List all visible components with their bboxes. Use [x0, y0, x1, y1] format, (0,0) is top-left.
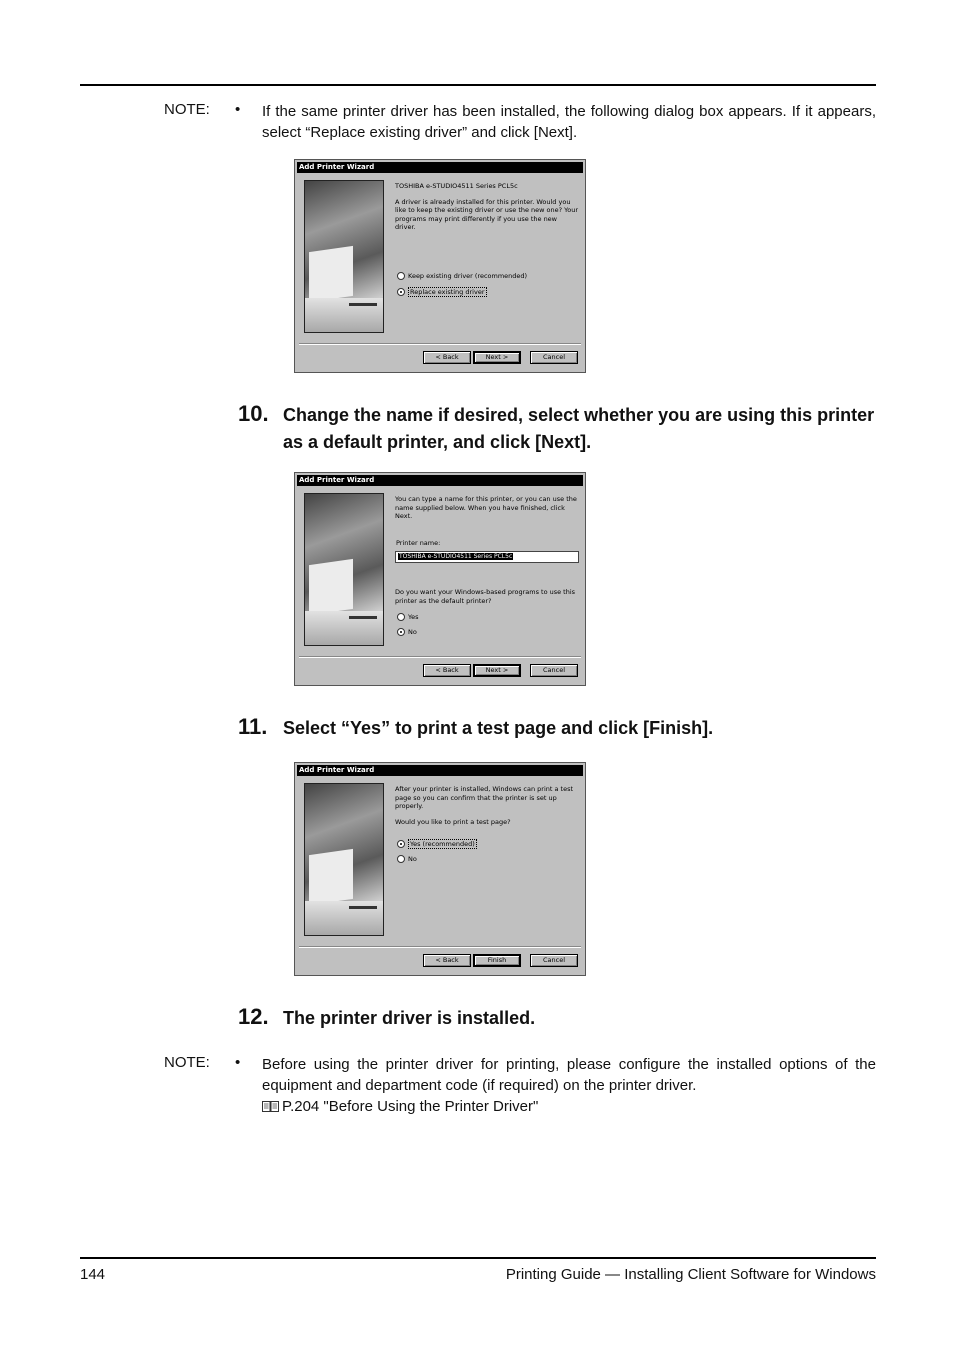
dialog-body: [395, 495, 579, 528]
step-text: The printer driver is installed.: [283, 1008, 536, 1028]
finish-button[interactable]: Finish: [473, 954, 521, 967]
dialog-body: [395, 182, 579, 239]
add-printer-wizard-dialog-printer-name: [294, 472, 586, 686]
divider: [299, 343, 581, 345]
cancel-button[interactable]: Cancel: [530, 351, 578, 364]
default-printer-question: Do you want your Windows-based programs to use this printer as the default printer?: [395, 588, 576, 605]
step-text: Select “Yes” to print a test page and click [Finish].: [283, 718, 714, 738]
keep-existing-driver-option[interactable]: [397, 271, 527, 281]
driver-installed-text: A driver is already installed for this printer. Would you like to keep the existing driver or use the new one? Your programs may print differently if you use the new driver.: [395, 197, 579, 231]
step-text: Change the name if desired, select whether you are using this printer as a default printer, and click [Next].: [283, 405, 875, 452]
printer-name-label: Printer name:: [396, 539, 441, 547]
dialog-title: Add Printer Wizard: [297, 765, 583, 776]
next-button[interactable]: Next >: [473, 664, 521, 677]
printer-model-text: TOSHIBA e-STUDIO4511 Series PCL5c: [395, 182, 518, 190]
bullet: •: [235, 101, 241, 118]
radio-button-selected[interactable]: [397, 288, 405, 296]
cancel-button[interactable]: Cancel: [530, 664, 578, 677]
option-label: No: [408, 855, 417, 863]
radio-button-selected[interactable]: [397, 840, 405, 848]
add-printer-wizard-dialog-replace-driver: [294, 159, 586, 373]
add-printer-wizard-dialog-test-page: [294, 762, 586, 976]
note-label: NOTE:: [164, 1054, 210, 1071]
page-number: 144: [80, 1266, 106, 1283]
reference-link[interactable]: [262, 1096, 876, 1117]
note-label: NOTE:: [164, 101, 210, 118]
option-label: Yes (recommended): [410, 840, 475, 848]
yes-recommended-option[interactable]: [397, 839, 477, 849]
no-option[interactable]: [397, 627, 417, 637]
reference-text: P.204 "Before Using the Printer Driver": [282, 1098, 539, 1115]
test-page-question: Would you like to print a test page?: [395, 817, 511, 826]
yes-option[interactable]: [397, 612, 419, 622]
printer-name-input[interactable]: [395, 551, 579, 563]
top-rule: [80, 84, 876, 86]
step-number: 11.: [238, 714, 268, 739]
back-button[interactable]: < Back: [423, 351, 471, 364]
no-option[interactable]: [397, 854, 417, 864]
printer-wizard-image: [304, 493, 384, 646]
replace-existing-driver-option[interactable]: [397, 287, 487, 297]
printer-name-value: TOSHIBA e-STUDIO4511 Series PCL5c: [399, 553, 513, 560]
radio-button[interactable]: [397, 855, 405, 863]
note-text: Before using the printer driver for printing, please configure the installed options of the equipment and department code (if required) on the printer driver.: [262, 1056, 876, 1094]
dialog-body: [395, 785, 579, 833]
bullet: •: [235, 1054, 241, 1071]
book-icon: [262, 1100, 279, 1113]
bottom-rule: [80, 1257, 876, 1259]
back-button[interactable]: < Back: [423, 954, 471, 967]
option-label: Replace existing driver: [410, 288, 485, 296]
radio-button[interactable]: [397, 613, 405, 621]
dialog-title: Add Printer Wizard: [297, 162, 583, 173]
dialog-title: Add Printer Wizard: [297, 475, 583, 486]
back-button[interactable]: < Back: [423, 664, 471, 677]
footer-title: Printing Guide — Installing Client Software for Windows: [505, 1266, 876, 1283]
divider: [299, 656, 581, 658]
divider: [299, 946, 581, 948]
option-label: No: [408, 628, 417, 636]
option-label: Keep existing driver (recommended): [408, 272, 528, 280]
printer-wizard-image: [304, 180, 384, 333]
cancel-button[interactable]: Cancel: [530, 954, 578, 967]
test-page-intro: After your printer is installed, Windows can print a test page so you can confirm that the printer is set up properly.: [395, 785, 574, 810]
note-text: If the same printer driver has been installed, the following dialog box appears. If it appears, select “Replace existing driver” and click [Next].: [262, 103, 876, 141]
radio-button-selected[interactable]: [397, 628, 405, 636]
next-button[interactable]: Next >: [473, 351, 521, 364]
name-instructions: You can type a name for this printer, or you can use the name supplied below. When you have finished, click Next.: [395, 495, 577, 520]
option-label: Yes: [408, 613, 419, 621]
radio-button[interactable]: [397, 272, 405, 280]
printer-wizard-image: [304, 783, 384, 936]
step-number: 12.: [238, 1004, 269, 1029]
default-question: [395, 588, 579, 612]
step-number: 10.: [238, 401, 269, 426]
